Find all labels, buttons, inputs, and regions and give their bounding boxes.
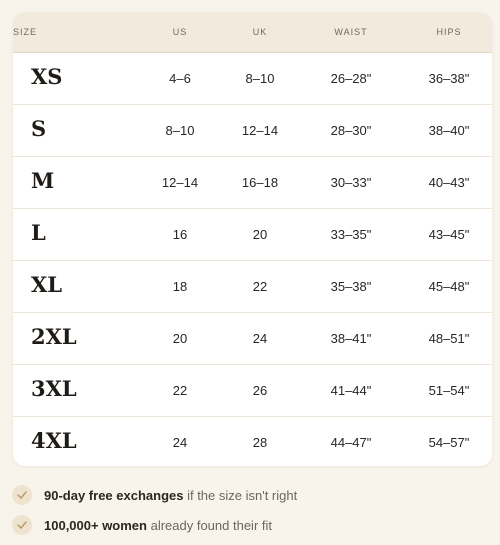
header-uk: UK (252, 27, 268, 37)
hips-range: 45–48" (428, 279, 470, 294)
uk-size: 26 (252, 383, 268, 398)
hips-range: 48–51" (428, 331, 470, 346)
us-size: 22 (172, 383, 188, 398)
benefit-bold: 100,000+ women (44, 517, 147, 533)
uk-size: 16–18 (241, 175, 279, 190)
header-size: SIZE (13, 27, 38, 37)
hips-range: 40–43" (428, 175, 470, 190)
table-header (13, 12, 492, 53)
table-row (13, 365, 492, 417)
us-size: 20 (172, 331, 188, 346)
hips-range: 51–54" (428, 383, 470, 398)
table-row (13, 209, 492, 261)
size-label: XS (31, 64, 63, 89)
uk-size: 20 (252, 227, 268, 242)
waist-range: 28–30" (330, 123, 372, 138)
size-chart-table (13, 12, 492, 466)
size-label: S (31, 116, 47, 141)
waist-range: 38–41" (330, 331, 372, 346)
size-label: 3XL (31, 376, 77, 401)
table-row (13, 157, 492, 209)
waist-range: 41–44" (330, 383, 372, 398)
us-size: 16 (172, 227, 188, 242)
benefit-text (44, 488, 297, 503)
us-size: 4–6 (169, 71, 191, 86)
table-row (13, 313, 492, 365)
benefit-exchanges (12, 485, 492, 505)
size-label: 4XL (31, 428, 77, 453)
header-us: US (172, 27, 188, 37)
size-label: M (31, 168, 55, 193)
benefit-women (12, 515, 492, 535)
size-label: 2XL (31, 324, 77, 349)
check-icon (12, 515, 32, 535)
table-row (13, 417, 492, 466)
waist-range: 44–47" (330, 435, 372, 450)
table-row (13, 105, 492, 157)
header-waist: WAIST (334, 27, 368, 37)
table-row (13, 53, 492, 105)
size-label: XL (31, 272, 63, 297)
uk-size: 24 (252, 331, 268, 346)
benefits-list (12, 485, 492, 545)
hips-range: 43–45" (428, 227, 470, 242)
us-size: 24 (172, 435, 188, 450)
size-label: L (31, 220, 46, 245)
header-hips: HIPS (436, 27, 462, 37)
check-icon (12, 485, 32, 505)
uk-size: 8–10 (245, 71, 275, 86)
us-size: 12–14 (161, 175, 199, 190)
hips-range: 54–57" (428, 435, 470, 450)
uk-size: 12–14 (241, 123, 279, 138)
benefit-rest: if the size isn't right (183, 487, 298, 503)
us-size: 18 (172, 279, 188, 294)
benefit-bold: 90-day free exchanges (44, 487, 184, 503)
waist-range: 26–28" (330, 71, 372, 86)
uk-size: 22 (252, 279, 268, 294)
benefit-text (44, 518, 272, 533)
uk-size: 28 (252, 435, 268, 450)
benefit-rest: already found their fit (146, 517, 273, 533)
waist-range: 35–38" (330, 279, 372, 294)
waist-range: 30–33" (330, 175, 372, 190)
us-size: 8–10 (165, 123, 195, 138)
waist-range: 33–35" (330, 227, 372, 242)
hips-range: 36–38" (428, 71, 470, 86)
table-row (13, 261, 492, 313)
hips-range: 38–40" (428, 123, 470, 138)
